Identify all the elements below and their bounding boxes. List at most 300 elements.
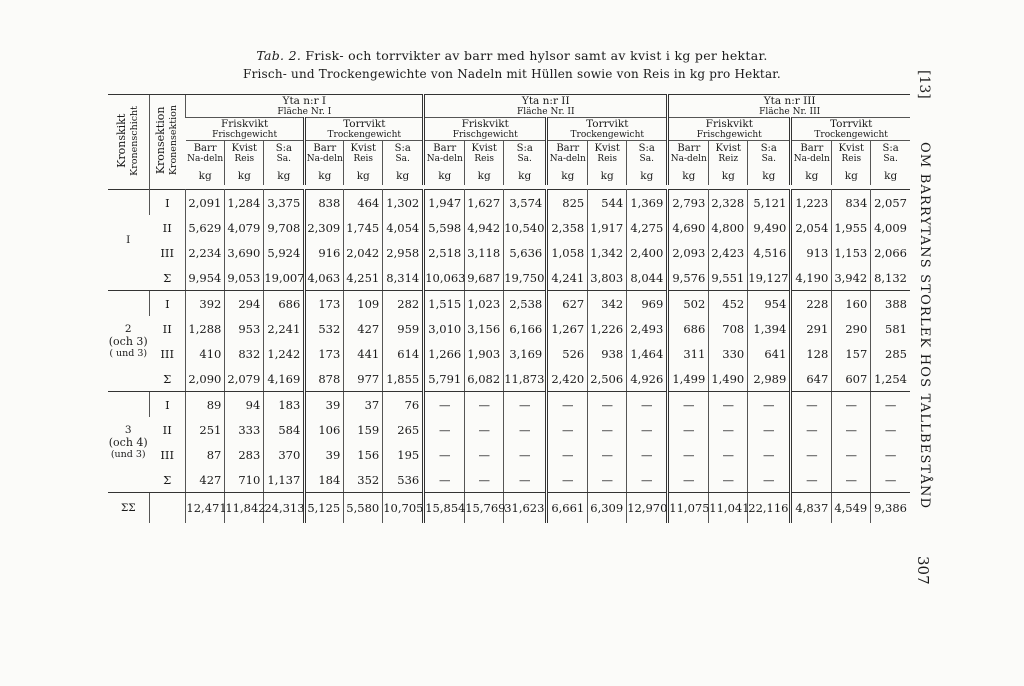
- value-cell: —: [871, 442, 910, 467]
- torrvikt-header-2: Torrvikt Trockengewicht: [547, 118, 668, 141]
- caption-title-sv: Frisk- och torrvikter av barr med hylsor samt av kvist i kg per hektar.: [305, 48, 768, 63]
- value-cell: 9,576: [668, 265, 709, 291]
- value-cell: 8,132: [871, 265, 910, 291]
- column-header-de: Na-deln: [549, 154, 586, 164]
- kronsektion-header: [149, 95, 186, 190]
- value-cell: 342: [588, 291, 627, 317]
- value-cell: 969: [627, 291, 668, 317]
- value-cell: 9,687: [465, 265, 504, 291]
- value-cell: —: [871, 392, 910, 418]
- value-cell: 128: [791, 341, 832, 366]
- unit-label: kg: [424, 167, 465, 185]
- value-cell: —: [709, 392, 748, 418]
- crown-layer-layer-sub2: ( und 3): [109, 348, 148, 359]
- crown-layer-layer-sub2: (und 3): [110, 449, 146, 460]
- value-cell: 333: [225, 417, 264, 442]
- value-cell: —: [588, 442, 627, 467]
- crown-section-label: III: [160, 245, 175, 260]
- value-cell: 1,490: [709, 366, 748, 392]
- value-cell: 410: [186, 341, 225, 366]
- column-header: [547, 141, 588, 168]
- value-cell: —: [791, 417, 832, 442]
- table-row: [108, 291, 910, 317]
- value-cell: 10,540: [504, 215, 547, 240]
- value-cell: 370: [264, 442, 305, 467]
- value-cell: —: [709, 467, 748, 493]
- value-cell: 160: [832, 291, 871, 317]
- value-cell: 2,493: [627, 316, 668, 341]
- running-head: OM BARRYTANS STORLEK HOS TALLBESTÅND: [917, 142, 932, 510]
- column-header-sv: Kvist: [471, 143, 497, 154]
- value-cell: 1,288: [186, 316, 225, 341]
- value-cell: 464: [344, 190, 383, 216]
- value-cell: 4,190: [791, 265, 832, 291]
- column-header: [186, 141, 225, 168]
- value-cell: —: [465, 442, 504, 467]
- grand-total-cell: 5,580: [344, 493, 383, 524]
- unit-label: kg: [547, 167, 588, 185]
- value-cell: 1,284: [225, 190, 264, 216]
- crown-section-label: I: [149, 190, 186, 216]
- value-cell: 4,009: [871, 215, 910, 240]
- torrvikt-header-1: Torrvikt Trockengewicht: [305, 118, 424, 141]
- value-cell: 19,127: [748, 265, 791, 291]
- table-row: [108, 215, 910, 240]
- value-cell: 4,800: [709, 215, 748, 240]
- value-cell: —: [588, 417, 627, 442]
- value-cell: 4,241: [547, 265, 588, 291]
- value-cell: 2,958: [383, 240, 424, 265]
- value-cell: 502: [668, 291, 709, 317]
- column-header: [832, 141, 871, 168]
- value-cell: 1,266: [424, 341, 465, 366]
- table-body: [108, 190, 910, 524]
- value-cell: 878: [305, 366, 344, 392]
- table-caption-swedish: [0, 48, 1024, 63]
- weights-table: [108, 94, 910, 523]
- value-cell: 11,873: [504, 366, 547, 392]
- value-cell: 614: [383, 341, 424, 366]
- column-header: [305, 141, 344, 168]
- unit-label: kg: [504, 167, 547, 185]
- unit-label: kg: [709, 167, 748, 185]
- value-cell: 4,169: [264, 366, 305, 392]
- crown-section-label: Σ: [149, 467, 186, 493]
- column-header-sv: S:a: [275, 143, 292, 154]
- page-number: 307: [914, 556, 932, 585]
- value-cell: 3,803: [588, 265, 627, 291]
- value-cell: 832: [225, 341, 264, 366]
- value-cell: 959: [383, 316, 424, 341]
- value-cell: —: [748, 442, 791, 467]
- value-cell: 1,515: [424, 291, 465, 317]
- value-cell: 5,598: [424, 215, 465, 240]
- unit-label: kg: [627, 167, 668, 185]
- grand-total-cell: 10,705: [383, 493, 424, 524]
- friskvikt-header-2: Friskvikt Frischgewicht: [424, 118, 547, 141]
- value-cell: 2,420: [547, 366, 588, 392]
- value-cell: 3,169: [504, 341, 547, 366]
- value-cell: —: [748, 467, 791, 493]
- column-header-sv: Barr: [193, 143, 217, 154]
- table-row: [108, 341, 910, 366]
- crown-section-label: II: [162, 220, 172, 235]
- value-cell: 1,855: [383, 366, 424, 392]
- value-cell: 173: [305, 341, 344, 366]
- caption-title-de: Frisch- und Trockengewichte von Nadeln mit Hüllen sowie von Reis in kg pro Hektar.: [243, 67, 781, 81]
- value-cell: 3,942: [832, 265, 871, 291]
- value-cell: 838: [305, 190, 344, 216]
- value-cell: 2,079: [225, 366, 264, 392]
- value-cell: —: [465, 392, 504, 418]
- table-row: [108, 392, 910, 418]
- kronsektion-label: Kronsektion: [154, 106, 168, 175]
- unit-label: kg: [668, 167, 709, 185]
- value-cell: —: [668, 417, 709, 442]
- value-cell: 3,118: [465, 240, 504, 265]
- crown-section-label: Σ: [149, 366, 186, 392]
- value-cell: 156: [344, 442, 383, 467]
- column-header: [709, 141, 748, 168]
- crown-section-label: Σ: [149, 265, 186, 291]
- unit-label: kg: [465, 167, 504, 185]
- column-header: [424, 141, 465, 168]
- crown-layer-label: [108, 291, 149, 392]
- value-cell: 647: [791, 366, 832, 392]
- value-cell: 195: [383, 442, 424, 467]
- column-header-sv: S:a: [516, 143, 533, 154]
- column-header-de: Sa.: [276, 154, 292, 164]
- value-cell: —: [588, 467, 627, 493]
- value-cell: 282: [383, 291, 424, 317]
- area-3-header: Yta n:r III Fläche Nr. III: [668, 95, 910, 118]
- value-cell: 544: [588, 190, 627, 216]
- column-header: [465, 141, 504, 168]
- value-cell: 291: [791, 316, 832, 341]
- value-cell: —: [748, 392, 791, 418]
- column-header-sv: S:a: [638, 143, 655, 154]
- value-cell: 4,926: [627, 366, 668, 392]
- torrvikt-header-3: Torrvikt Trockengewicht: [791, 118, 910, 141]
- column-header: [383, 141, 424, 168]
- value-cell: —: [424, 442, 465, 467]
- column-header-sv: Barr: [556, 143, 580, 154]
- unit-label: kg: [225, 167, 264, 185]
- column-header-sv: S:a: [394, 143, 411, 154]
- value-cell: 1,464: [627, 341, 668, 366]
- value-cell: 2,241: [264, 316, 305, 341]
- unit-label: kg: [344, 167, 383, 185]
- value-cell: —: [832, 442, 871, 467]
- value-cell: 5,791: [424, 366, 465, 392]
- grand-total-cell: 6,661: [547, 493, 588, 524]
- value-cell: —: [627, 417, 668, 442]
- value-cell: 2,538: [504, 291, 547, 317]
- value-cell: 330: [709, 341, 748, 366]
- column-header: [504, 141, 547, 168]
- value-cell: 2,518: [424, 240, 465, 265]
- value-cell: 2,057: [871, 190, 910, 216]
- value-cell: 1,023: [465, 291, 504, 317]
- value-cell: 9,954: [186, 265, 225, 291]
- value-cell: 173: [305, 291, 344, 317]
- value-cell: —: [832, 417, 871, 442]
- value-cell: 2,093: [668, 240, 709, 265]
- value-cell: 37: [344, 392, 383, 418]
- grand-total-row: [108, 493, 910, 524]
- unit-label: kg: [264, 167, 305, 185]
- value-cell: 10,063: [424, 265, 465, 291]
- value-cell: 686: [264, 291, 305, 317]
- value-cell: —: [871, 467, 910, 493]
- grand-total-cell: 4,549: [832, 493, 871, 524]
- column-header-sv: Kvist: [715, 143, 741, 154]
- value-cell: 290: [832, 316, 871, 341]
- sum-row: [108, 467, 910, 493]
- grand-total-cell: 24,313: [264, 493, 305, 524]
- value-cell: —: [547, 392, 588, 418]
- unit-label: kg: [748, 167, 791, 185]
- value-cell: 76: [383, 392, 424, 418]
- value-cell: 159: [344, 417, 383, 442]
- value-cell: 427: [344, 316, 383, 341]
- column-header: [791, 141, 832, 168]
- column-header-de: Sa.: [395, 154, 410, 164]
- value-cell: 8,044: [627, 265, 668, 291]
- value-cell: —: [791, 442, 832, 467]
- value-cell: —: [424, 467, 465, 493]
- value-cell: 1,947: [424, 190, 465, 216]
- column-header: [748, 141, 791, 168]
- value-cell: —: [547, 442, 588, 467]
- crown-layer-layer: 2: [124, 323, 132, 335]
- column-header-de: Na-deln: [426, 154, 463, 164]
- value-cell: —: [791, 392, 832, 418]
- value-cell: 1,369: [627, 190, 668, 216]
- crown-section-label: II: [162, 321, 172, 336]
- value-cell: 4,516: [748, 240, 791, 265]
- value-cell: 2,400: [627, 240, 668, 265]
- column-header-de: Reis: [234, 154, 255, 164]
- column-header-de: Reis: [474, 154, 495, 164]
- value-cell: 452: [709, 291, 748, 317]
- value-cell: 954: [748, 291, 791, 317]
- value-cell: 5,121: [748, 190, 791, 216]
- value-cell: 3,690: [225, 240, 264, 265]
- value-cell: 1,302: [383, 190, 424, 216]
- value-cell: 641: [748, 341, 791, 366]
- value-cell: 8,314: [383, 265, 424, 291]
- value-cell: 265: [383, 417, 424, 442]
- value-cell: 2,054: [791, 215, 832, 240]
- grand-total-cell: 12,471: [186, 493, 225, 524]
- grand-total-cell: 22,116: [748, 493, 791, 524]
- value-cell: 6,166: [504, 316, 547, 341]
- value-cell: 1,499: [668, 366, 709, 392]
- grand-total-cell: 4,837: [791, 493, 832, 524]
- value-cell: 228: [791, 291, 832, 317]
- value-cell: 1,917: [588, 215, 627, 240]
- value-cell: 2,042: [344, 240, 383, 265]
- value-cell: 1,137: [264, 467, 305, 493]
- value-cell: 916: [305, 240, 344, 265]
- value-cell: 1,627: [465, 190, 504, 216]
- grand-total-cell: 5,125: [305, 493, 344, 524]
- unit-label: kg: [383, 167, 424, 185]
- value-cell: 106: [305, 417, 344, 442]
- value-cell: 977: [344, 366, 383, 392]
- value-cell: —: [791, 467, 832, 493]
- value-cell: 5,924: [264, 240, 305, 265]
- value-cell: 607: [832, 366, 871, 392]
- value-cell: —: [424, 392, 465, 418]
- value-cell: —: [668, 442, 709, 467]
- table-row: [108, 316, 910, 341]
- value-cell: 4,079: [225, 215, 264, 240]
- grand-total-cell: 11,842: [225, 493, 264, 524]
- value-cell: 4,275: [627, 215, 668, 240]
- value-cell: —: [832, 467, 871, 493]
- value-cell: 4,054: [383, 215, 424, 240]
- column-header-de: Na-deln: [793, 154, 830, 164]
- sum-row: [108, 265, 910, 291]
- column-header: [627, 141, 668, 168]
- value-cell: —: [504, 392, 547, 418]
- value-cell: 183: [264, 392, 305, 418]
- crown-section-label: III: [160, 346, 175, 361]
- value-cell: 5,629: [186, 215, 225, 240]
- grand-total-cell: 11,075: [668, 493, 709, 524]
- crown-section-label: II: [162, 422, 172, 437]
- unit-label: kg: [198, 170, 212, 182]
- column-header-sv: Kvist: [594, 143, 620, 154]
- column-header-de: Reis: [597, 154, 618, 164]
- column-header-sv: Kvist: [350, 143, 376, 154]
- value-cell: 834: [832, 190, 871, 216]
- value-cell: 4,942: [465, 215, 504, 240]
- column-header-sv: S:a: [760, 143, 777, 154]
- value-cell: 157: [832, 341, 871, 366]
- table-number: Tab. 2.: [256, 48, 302, 63]
- crown-layer-layer-sub1: (och 3): [108, 335, 148, 348]
- value-cell: 388: [871, 291, 910, 317]
- value-cell: 1,745: [344, 215, 383, 240]
- value-cell: 536: [383, 467, 424, 493]
- column-header-de: Na-deln: [187, 154, 224, 164]
- table-row: [108, 240, 910, 265]
- value-cell: 352: [344, 467, 383, 493]
- value-cell: 627: [547, 291, 588, 317]
- value-cell: —: [588, 392, 627, 418]
- value-cell: 2,989: [748, 366, 791, 392]
- grand-total-cell: 6,309: [588, 493, 627, 524]
- crown-section-label: I: [149, 291, 186, 317]
- value-cell: 2,234: [186, 240, 225, 265]
- value-cell: 9,551: [709, 265, 748, 291]
- value-cell: 3,156: [465, 316, 504, 341]
- header-row-units: [108, 167, 910, 185]
- value-cell: 5,636: [504, 240, 547, 265]
- value-cell: —: [465, 417, 504, 442]
- value-cell: 2,506: [588, 366, 627, 392]
- value-cell: 87: [186, 442, 225, 467]
- value-cell: —: [504, 417, 547, 442]
- table-row: [108, 442, 910, 467]
- kronskikt-header: [108, 95, 149, 190]
- crown-section-label: I: [149, 392, 186, 418]
- value-cell: —: [424, 417, 465, 442]
- column-header-de: Sa.: [517, 154, 532, 164]
- value-cell: —: [709, 417, 748, 442]
- column-header: [588, 141, 627, 168]
- grand-total-cell: 15,769: [465, 493, 504, 524]
- value-cell: 2,793: [668, 190, 709, 216]
- value-cell: —: [627, 442, 668, 467]
- header-row-weight: [108, 118, 910, 141]
- column-header: [264, 141, 305, 168]
- column-header-de: Reis: [841, 154, 862, 164]
- column-header: [668, 141, 709, 168]
- column-header-sv: S:a: [882, 143, 899, 154]
- value-cell: 1,254: [871, 366, 910, 392]
- column-header-de: Na-deln: [306, 154, 343, 164]
- crown-layer-layer-sub1: (och 4): [108, 436, 148, 449]
- value-cell: 2,358: [547, 215, 588, 240]
- value-cell: —: [547, 467, 588, 493]
- value-cell: 1,267: [547, 316, 588, 341]
- area-1-header: Yta n:r I Fläche Nr. I: [186, 95, 424, 118]
- kronenschicht-label: Kronenschicht: [129, 105, 141, 176]
- value-cell: 584: [264, 417, 305, 442]
- friskvikt-header-3: Friskvikt Frischgewicht: [668, 118, 791, 141]
- column-header-sv: Kvist: [838, 143, 865, 154]
- value-cell: —: [547, 417, 588, 442]
- value-cell: 39: [305, 442, 344, 467]
- column-header-sv: Barr: [313, 143, 337, 154]
- value-cell: 285: [871, 341, 910, 366]
- column-header-sv: Barr: [800, 143, 824, 154]
- column-header-de: Sa.: [761, 154, 776, 164]
- crown-layer-layer: I: [126, 234, 131, 246]
- value-cell: 532: [305, 316, 344, 341]
- value-cell: 2,309: [305, 215, 344, 240]
- table-row: [108, 190, 910, 216]
- value-cell: 4,690: [668, 215, 709, 240]
- column-header-de: Reiz: [718, 154, 739, 164]
- column-header: [225, 141, 264, 168]
- value-cell: 6,082: [465, 366, 504, 392]
- value-cell: —: [748, 417, 791, 442]
- value-cell: 9,053: [225, 265, 264, 291]
- value-cell: —: [668, 467, 709, 493]
- value-cell: 251: [186, 417, 225, 442]
- header-row-area: [108, 95, 910, 118]
- crown-layer-label: [108, 392, 149, 493]
- value-cell: 109: [344, 291, 383, 317]
- column-header: [871, 141, 910, 168]
- column-header-de: Sa.: [639, 154, 654, 164]
- column-header-sv: Barr: [677, 143, 701, 154]
- value-cell: 2,423: [709, 240, 748, 265]
- value-cell: 1,342: [588, 240, 627, 265]
- value-cell: 1,223: [791, 190, 832, 216]
- value-cell: —: [832, 392, 871, 418]
- value-cell: 1,153: [832, 240, 871, 265]
- value-cell: 9,490: [748, 215, 791, 240]
- value-cell: 581: [871, 316, 910, 341]
- value-cell: 3,574: [504, 190, 547, 216]
- value-cell: 283: [225, 442, 264, 467]
